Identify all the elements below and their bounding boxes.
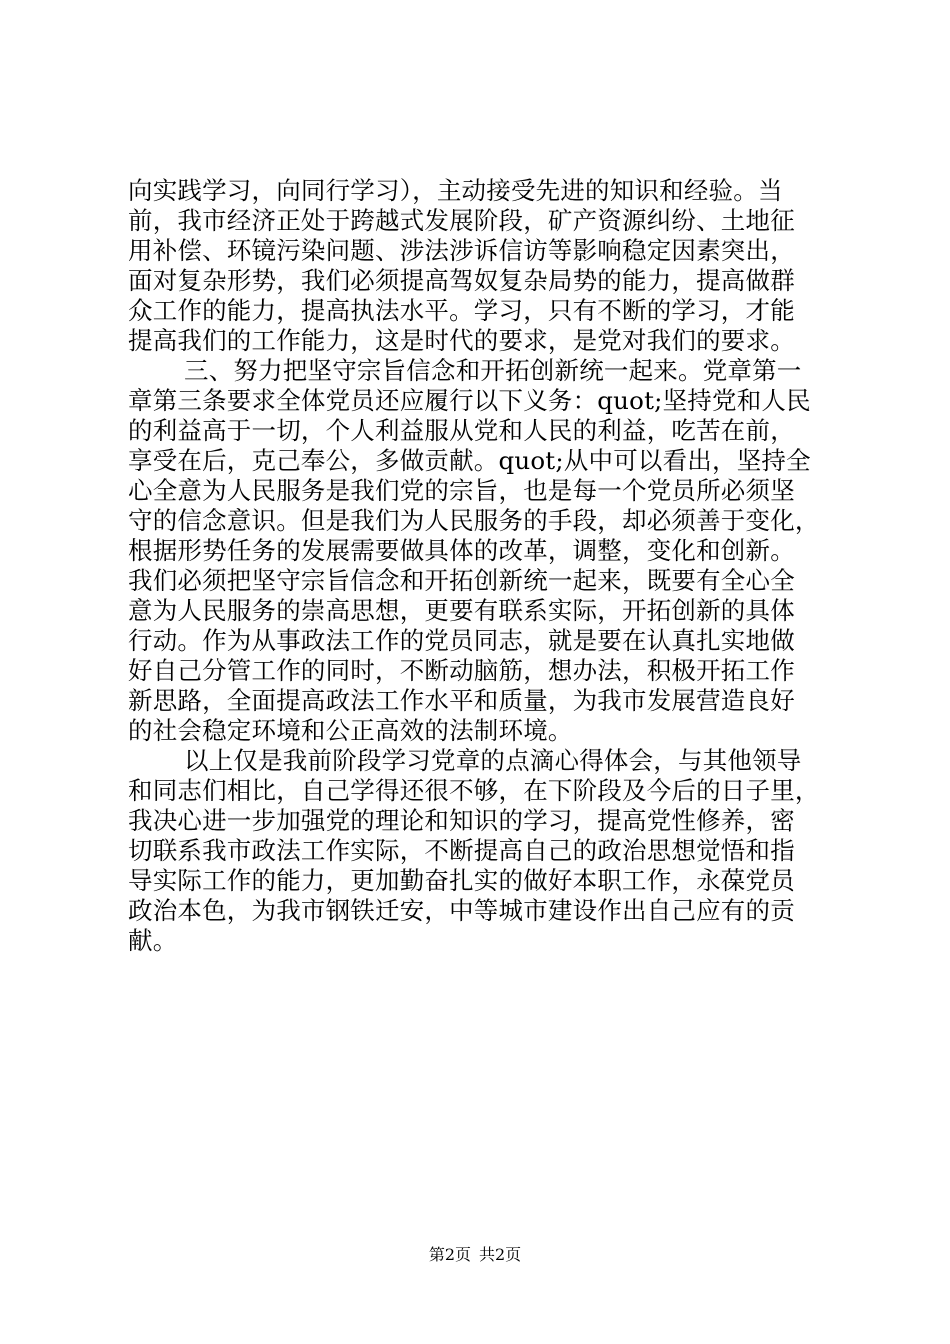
text-line: 享受在后，克己奉公，多做贡献。quot;从中可以看出，坚持全 — [128, 446, 811, 475]
text-line: 献。 — [128, 926, 178, 955]
text-line: 根据形势任务的发展需要做具体的改革，调整，变化和创新。 — [128, 536, 795, 565]
paragraph-start-line: 以上仅是我前阶段学习党章的点滴心得体会，与其他领导 — [184, 746, 802, 775]
page-footer — [0, 1244, 950, 1266]
text-line: 意为人民服务的崇高思想，更要有联系实际，开拓创新的具体 — [128, 596, 795, 625]
text-line: 我们必须把坚守宗旨信念和开拓创新统一起来，既要有全心全 — [128, 566, 795, 595]
text-line: 章第三条要求全体党员还应履行以下义务：quot;坚持党和人民 — [128, 386, 811, 415]
paragraph-start-line: 三、努力把坚守宗旨信念和开拓创新统一起来。党章第一 — [184, 356, 802, 385]
text-line: 守的信念意识。但是我们为人民服务的手段，却必须善于变化， — [128, 506, 820, 535]
text-line: 前，我市经济正处于跨越式发展阶段，矿产资源纠纷、土地征 — [128, 206, 795, 235]
text-line: 新思路，全面提高政法工作水平和质量，为我市发展营造良好 — [128, 686, 795, 715]
text-line: 切联系我市政法工作实际，不断提高自己的政治思想觉悟和指 — [128, 836, 795, 865]
page-number: 第2页 — [428, 1245, 471, 1264]
text-line: 行动。作为从事政法工作的党员同志，就是要在认真扎实地做 — [128, 626, 795, 655]
text-line: 好自己分管工作的同时，不断动脑筋，想办法，积极开拓工作 — [128, 656, 795, 685]
text-line: 我决心进一步加强党的理论和知识的学习，提高党性修养，密 — [128, 806, 795, 835]
page-total: 共2页 — [479, 1245, 522, 1264]
text-line: 用补偿、环镜污染问题、涉法涉诉信访等影响稳定因素突出， — [128, 236, 795, 265]
text-line: 众工作的能力，提高执法水平。学习，只有不断的学习，才能 — [128, 296, 795, 325]
text-line: 提高我们的工作能力，这是时代的要求，是党对我们的要求。 — [128, 326, 795, 355]
text-line: 心全意为人民服务是我们党的宗旨，也是每一个党员所必须坚 — [128, 476, 795, 505]
text-line: 和同志们相比，自己学得还很不够，在下阶段及今后的日子里， — [128, 776, 820, 805]
document-body — [128, 176, 838, 956]
text-line: 向实践学习，向同行学习），主动接受先进的知识和经验。当 — [128, 176, 783, 205]
text-line: 面对复杂形势，我们必须提高驾奴复杂局势的能力，提高做群 — [128, 266, 795, 295]
text-line: 导实际工作的能力，更加勤奋扎实的做好本职工作，永葆党员 — [128, 866, 795, 895]
text-line: 的利益高于一切，个人利益服从党和人民的利益，吃苦在前， — [128, 416, 795, 445]
text-line: 的社会稳定环境和公正高效的法制环境。 — [128, 716, 573, 745]
text-line: 政治本色，为我市钢铁迁安，中等城市建设作出自己应有的贡 — [128, 896, 795, 925]
